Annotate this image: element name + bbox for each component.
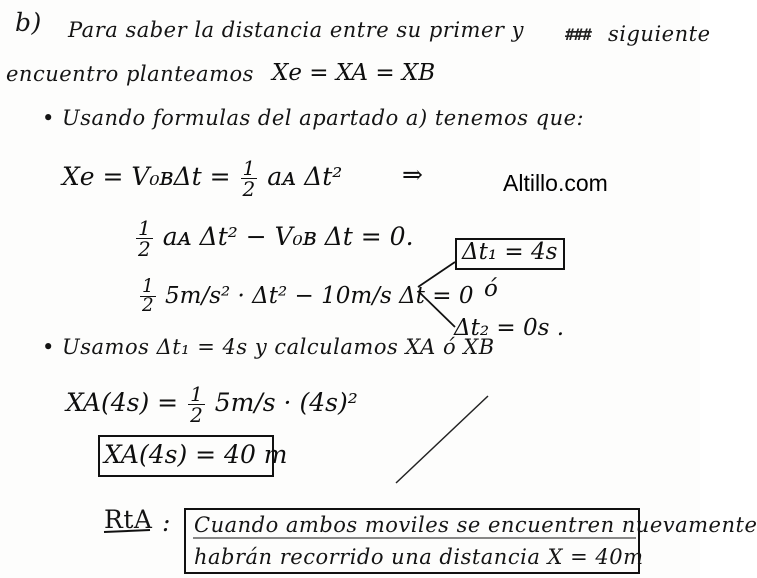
statement-line-4: • Usamos Δt₁ = 4s y calculamos XA ó XB	[42, 335, 495, 359]
equation-1-fraction	[241, 158, 258, 199]
statement-line-3: • Usando formulas del apartado a) tenemos que:	[42, 106, 585, 130]
rta-colon: :	[162, 508, 171, 537]
watermark-text: Altillo.com	[503, 170, 608, 196]
part-label: b)	[15, 8, 42, 37]
fraction-denominator: 2	[142, 295, 154, 317]
rta-label: RtA	[104, 505, 153, 534]
statement-line-1: Para saber la distancia entre su primer y	[68, 18, 524, 42]
equation-3-body: 5m/s² · Δt² − 10m/s Δt = 0	[165, 282, 474, 309]
implies-arrow-icon: ⇒	[402, 160, 423, 189]
fraction-denominator: 2	[138, 237, 151, 261]
solution-or: ó	[484, 276, 498, 302]
diagonal-stroke	[396, 396, 488, 483]
equation-3	[138, 278, 473, 316]
solution-2: Δt₂ = 0s .	[454, 315, 565, 341]
equation-4	[66, 384, 358, 425]
equation-2-body: aᴀ Δt² − V₀ʙ Δt = 0.	[162, 222, 414, 251]
answer-line-2: habrán recorrido una distancia X = 40m	[194, 545, 644, 569]
statement-line-1-end: siguiente	[608, 22, 711, 46]
equation-encounter: Xe = XA = XB	[272, 60, 436, 86]
equation-2	[134, 218, 414, 259]
fraction-numerator: 1	[190, 382, 203, 406]
equation-3-fraction	[140, 278, 156, 316]
solution-1: Δt₁ = 4s	[462, 239, 558, 265]
equation-1-right: aᴀ Δt²	[267, 162, 343, 191]
fraction-numerator: 1	[138, 216, 151, 240]
fraction-denominator: 2	[242, 177, 256, 201]
equation-4-left: XA(4s) =	[66, 388, 179, 417]
crossed-out-scribble: ###	[565, 25, 591, 44]
fraction-denominator: 2	[190, 403, 203, 427]
answer-line-1: Cuando ambos moviles se encuentren nuevamente	[194, 513, 757, 537]
equation-1-left: Xe = V₀ʙΔt =	[62, 162, 231, 191]
equation-4-fraction	[188, 384, 205, 425]
equation-4-right: 5m/s · (4s)²	[214, 388, 358, 417]
fraction-numerator: 1	[242, 156, 256, 180]
equation-1	[62, 158, 342, 199]
statement-line-2: encuentro planteamos	[6, 62, 254, 86]
equation-2-fraction	[136, 218, 153, 259]
fraction-numerator: 1	[142, 276, 154, 297]
result-value: XA(4s) = 40 m	[104, 440, 288, 469]
